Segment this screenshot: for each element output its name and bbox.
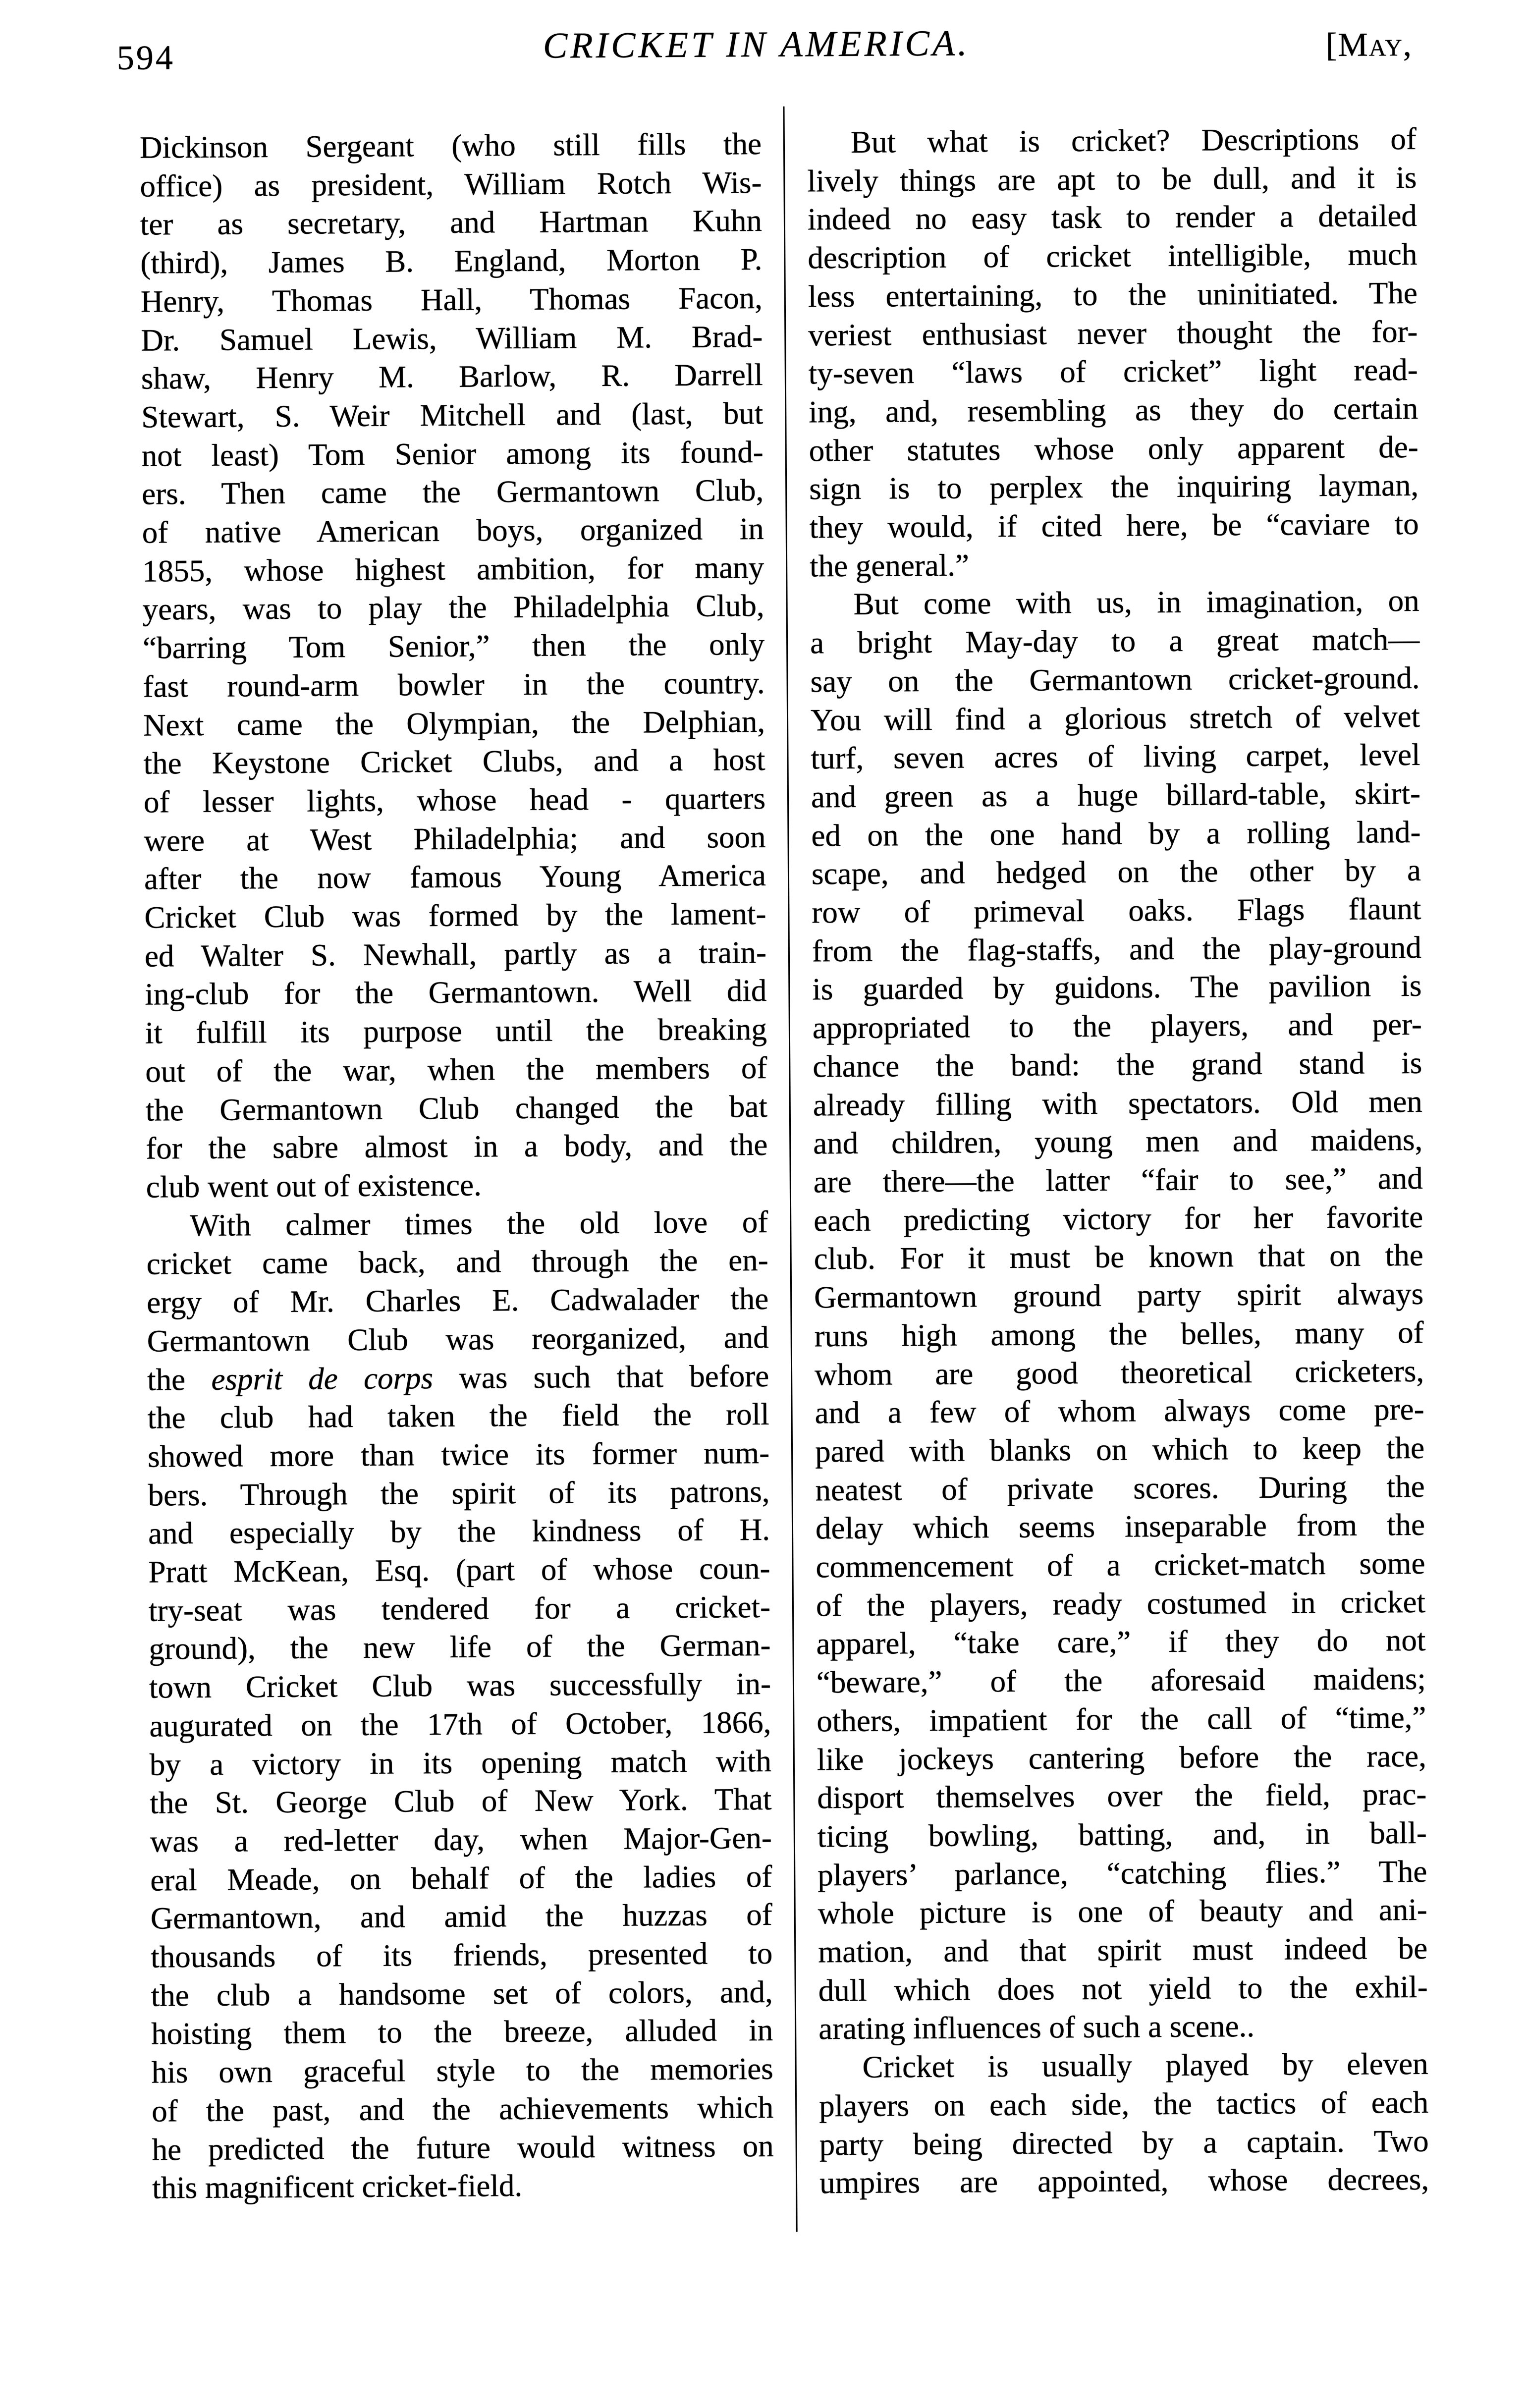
paragraph xyxy=(810,582,1428,2048)
text-line: ed on the one hand by a rolling land- xyxy=(811,814,1421,853)
text-line: Henry, Thomas Hall, Thomas Facon, xyxy=(140,280,763,319)
text-column-right xyxy=(807,120,1429,2202)
text-line: appropriated to the players, and per- xyxy=(812,1007,1422,1045)
text-line: the Keystone Cricket Clubs, and a host xyxy=(143,742,765,781)
text-line: commencement of a cricket-match some xyxy=(816,1545,1425,1585)
text-line: scape, and hedged on the other by a xyxy=(811,853,1421,891)
text-line: hoisting them to the breeze, alluded in xyxy=(151,2013,773,2052)
text-line: the Germantown Club changed the bat xyxy=(145,1089,768,1128)
text-column-left xyxy=(140,125,774,2208)
text-line: veriest enthusiast never thought the for- xyxy=(808,314,1418,352)
text-line: Next came the Olympian, the Delphian, xyxy=(143,704,765,743)
text-line: whom are good theoretical cricketers, xyxy=(814,1353,1424,1392)
text-line: Germantown Club was reorganized, and xyxy=(147,1319,769,1359)
text-line: the esprit de corps was such that before xyxy=(147,1358,769,1397)
text-line: Cricket is usually played by eleven xyxy=(862,2046,1428,2084)
text-line: shaw, Henry M. Barlow, R. Darrell xyxy=(141,357,764,396)
text-line: neatest of private scores. During the xyxy=(815,1469,1425,1507)
text-line: runs high among the belles, many of xyxy=(814,1314,1424,1354)
text-line: of lesser lights, whose head - quarters xyxy=(143,780,766,820)
text-line: is guarded by guidons. The pavilion is xyxy=(812,968,1422,1007)
page-title: CRICKET IN AMERICA. xyxy=(543,23,970,66)
text-line: are there—the latter “fair to see,” and xyxy=(813,1160,1423,1200)
text-line: ergy of Mr. Charles E. Cadwalader the xyxy=(147,1281,769,1320)
paragraph xyxy=(140,125,768,1206)
text-line: it fulfill its purpose until the breaking xyxy=(145,1012,767,1050)
text-line: he predicted the future would witness on xyxy=(152,2128,774,2167)
text-line: ers. Then came the Germantown Club, xyxy=(142,473,764,511)
text-line: fast round-arm bowler in the country. xyxy=(143,665,765,704)
paragraph xyxy=(807,120,1419,586)
page-number: 594 xyxy=(116,39,175,77)
text-line: out of the war, when the members of xyxy=(145,1050,767,1089)
text-line: after the now famous Young America xyxy=(144,858,766,896)
text-line: showed more than twice its former num- xyxy=(147,1435,770,1474)
text-line: other statutes whose only apparent de- xyxy=(809,429,1418,468)
text-line: ticing bowling, batting, and, in ball- xyxy=(817,1815,1427,1854)
text-line: ed Walter S. Newhall, partly as a train- xyxy=(144,934,767,974)
text-line: sign is to perplex the inquiring layman, xyxy=(809,468,1419,506)
text-line: ty-seven “laws of cricket” light read- xyxy=(808,352,1418,391)
text-line: Pratt McKean, Esq. (part of whose coun- xyxy=(148,1550,770,1589)
text-line: party being directed by a captain. Two xyxy=(819,2123,1429,2162)
text-line: of the past, and the achievements which xyxy=(151,2089,774,2129)
text-line: Germantown, and amid the huzzas of xyxy=(150,1897,773,1936)
text-line: row of primeval oaks. Flags flaunt xyxy=(812,891,1421,930)
text-line: (third), James B. England, Morton P. xyxy=(140,242,763,280)
text-line: lively things are apt to be dull, and it is xyxy=(807,160,1417,199)
text-line: the St. George Club of New York. That xyxy=(150,1782,772,1820)
text-line: and a few of whom always come pre- xyxy=(815,1392,1424,1430)
text-line: With calmer times the old love of xyxy=(190,1204,768,1243)
text-line: bers. Through the spirit of its patrons, xyxy=(148,1474,770,1513)
text-line: ing-club for the Germantown. Well did xyxy=(145,973,767,1012)
text-line: description of cricket intelligible, much xyxy=(808,237,1418,275)
text-line: umpires are appointed, whose decrees, xyxy=(819,2162,1429,2200)
issue-date-mark: [May, xyxy=(1325,25,1413,64)
paragraph xyxy=(818,2045,1429,2202)
column-divider-rule xyxy=(783,107,797,2232)
text-line: chance the band: the grand stand is xyxy=(813,1045,1422,1084)
text-line: for the sabre almost in a body, and the xyxy=(146,1127,768,1166)
text-line: players on each side, the tactics of each xyxy=(818,2084,1429,2124)
text-line: say on the Germantown cricket-ground. xyxy=(810,660,1420,699)
text-line: the general.” xyxy=(809,547,970,584)
text-line: arating influences of such a scene.. xyxy=(818,2009,1255,2046)
text-line: You will find a glorious stretch of velvet xyxy=(810,699,1420,737)
text-line: eral Meade, on behalf of the ladies of xyxy=(150,1859,772,1898)
text-line: ground), the new life of the German- xyxy=(149,1628,771,1667)
text-line: players’ parlance, “catching flies.” The xyxy=(818,1854,1427,1892)
text-line: office) as president, William Rotch Wis- xyxy=(140,164,762,204)
text-line: of native American boys, organized in xyxy=(142,511,764,550)
text-line: others, impatient for the call of “time,” xyxy=(817,1699,1426,1739)
text-line: club went out of existence. xyxy=(146,1167,482,1204)
text-line: Dickinson Sergeant (who still fills the xyxy=(139,126,762,165)
text-line: like jockeys cantering before the race, xyxy=(817,1738,1427,1777)
text-line: a bright May-day to a great match— xyxy=(810,622,1420,660)
text-line: town Cricket Club was successfully in- xyxy=(149,1666,771,1705)
text-line: and especially by the kindness of H. xyxy=(148,1512,770,1551)
text-line: club. For it must be known that on the xyxy=(814,1238,1423,1276)
text-line: were at West Philadelphia; and soon xyxy=(144,819,766,858)
text-line: and children, young men and maidens, xyxy=(813,1122,1423,1161)
text-line: less entertaining, to the uninitiated. The xyxy=(808,275,1418,314)
text-line: thousands of its friends, presented to xyxy=(151,1935,773,1974)
text-line: of the players, ready costumed in cricket xyxy=(816,1584,1426,1623)
text-line: whole picture is one of beauty and ani- xyxy=(818,1892,1427,1931)
text-line: the club had taken the field the roll xyxy=(147,1397,769,1435)
text-line: they would, if cited here, be “caviare to xyxy=(809,506,1419,545)
text-line: “barring Tom Senior,” then the only xyxy=(142,627,765,665)
text-line: Germantown ground party spirit always xyxy=(814,1276,1424,1315)
text-line: apparel, “take care,” if they do not xyxy=(816,1623,1426,1661)
text-line: was a red-letter day, when Major-Gen- xyxy=(150,1820,772,1859)
text-line: try-seat was tendered for a cricket- xyxy=(148,1589,771,1628)
text-line: disport themselves over the field, prac- xyxy=(817,1777,1427,1815)
text-line: this magnificent cricket-field. xyxy=(152,2168,523,2205)
text-line: But what is cricket? Descriptions of xyxy=(850,121,1417,160)
text-line: each predicting victory for her favorite xyxy=(814,1199,1423,1238)
text-line: pared with blanks on which to keep the xyxy=(815,1430,1425,1469)
text-line: augurated on the 17th of October, 1866, xyxy=(149,1704,771,1744)
text-line: Stewart, S. Weir Mitchell and (last, but xyxy=(141,395,764,435)
paragraph xyxy=(146,1203,774,2208)
text-line: turf, seven acres of living carpet, level xyxy=(811,737,1420,776)
text-line: 1855, whose highest ambition, for many xyxy=(142,549,764,589)
text-line: years, was to play the Philadelphia Club, xyxy=(142,588,764,627)
text-line: ter as secretary, and Hartman Kuhn xyxy=(140,203,763,242)
text-line: delay which seems inseparable from the xyxy=(815,1507,1425,1546)
text-line: his own graceful style to the memories xyxy=(151,2051,773,2090)
text-line: by a victory in its opening match with xyxy=(149,1743,772,1782)
text-line: But come with us, in imagination, on xyxy=(853,583,1419,622)
text-line: dull which does not yield to the exhil- xyxy=(818,1969,1428,2008)
text-line: Cricket Club was formed by the lament- xyxy=(144,896,766,935)
text-line: already filling with spectators. Old men xyxy=(813,1084,1422,1122)
text-line: the club a handsome set of colors, and, xyxy=(151,1974,773,2013)
text-line: Dr. Samuel Lewis, William M. Brad- xyxy=(141,319,763,358)
text-line: ing, and, resembling as they do certain xyxy=(809,390,1418,430)
text-line: not least) Tom Senior among its found- xyxy=(141,434,764,473)
text-line: indeed no easy task to render a detailed xyxy=(807,198,1418,237)
text-line: and green as a huge billard-table, skirt- xyxy=(811,775,1421,815)
text-line: mation, and that spirit must indeed be xyxy=(818,1930,1428,1970)
text-line: from the flag-staffs, and the play-ground xyxy=(812,930,1422,969)
text-line: “beware,” of the aforesaid maidens; xyxy=(816,1661,1426,1700)
text-line: cricket came back, and through the en- xyxy=(146,1243,768,1281)
